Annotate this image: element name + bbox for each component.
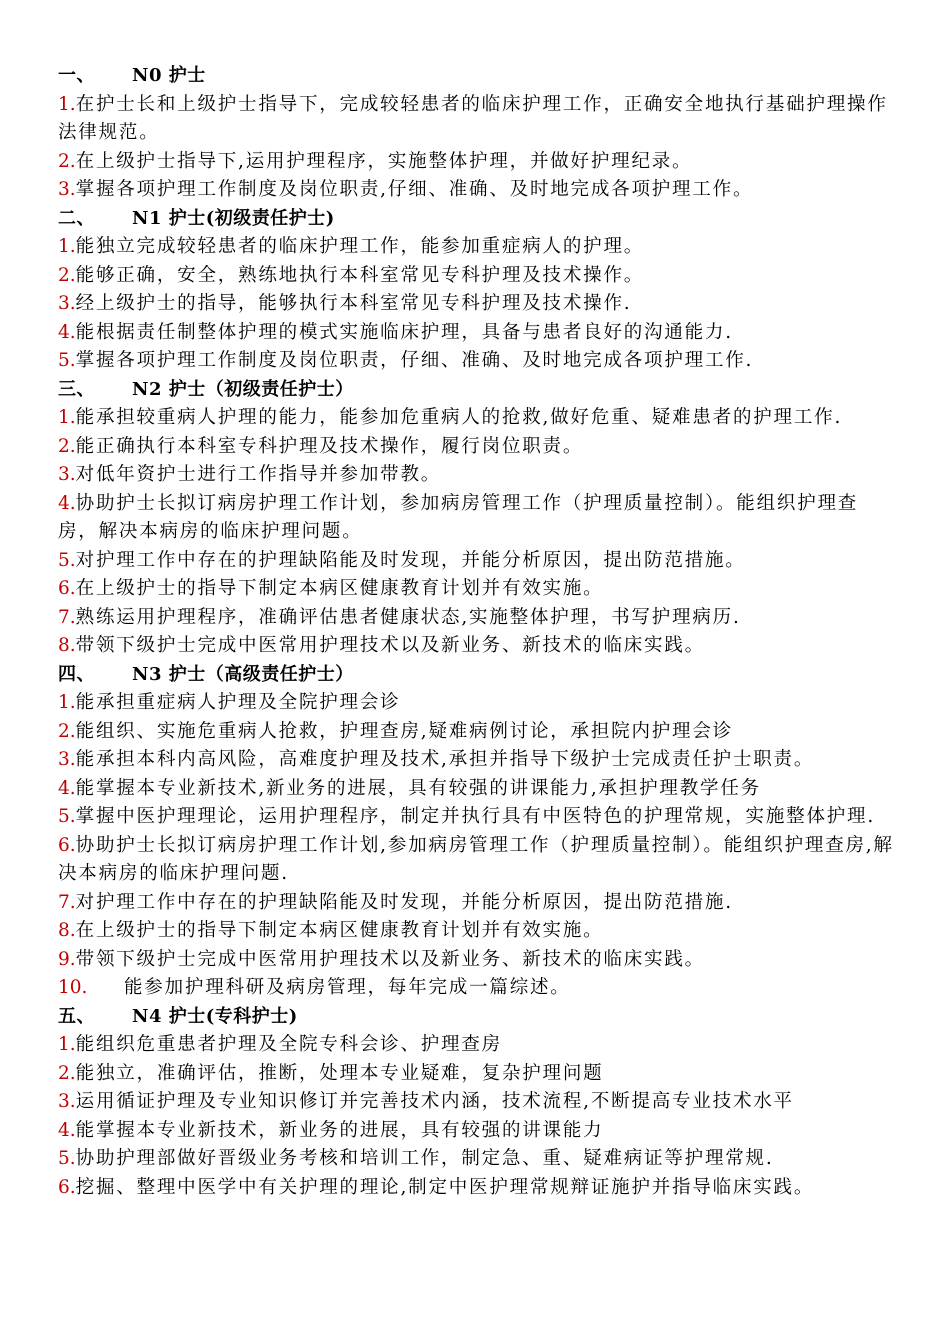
item-text: 经上级护士的指导，能够执行本科室常见专科护理及技术操作. <box>75 293 632 314</box>
item-text: 在护士长和上级护士指导下，完成较轻患者的临床护理工作，正确安全地执行基础护理操作法律规范。 <box>58 93 888 143</box>
item-number: 6. <box>58 834 76 856</box>
item-number: 2. <box>58 150 76 172</box>
list-item <box>58 974 898 1003</box>
section <box>58 661 898 1003</box>
list-item <box>58 775 898 804</box>
list-item <box>58 889 898 918</box>
section-heading <box>58 376 898 405</box>
item-text: 掌握各项护理工作制度及岗位职责，仔细、准确、及时地完成各项护理工作. <box>75 350 754 371</box>
item-text: 能根据责任制整体护理的模式实施临床护理，具备与患者良好的沟通能力. <box>75 321 733 343</box>
section-number: 二、 <box>58 207 95 229</box>
list-item <box>58 433 898 462</box>
item-text: 对护理工作中存在的护理缺陷能及时发现，并能分析原因，提出防范措施. <box>75 891 733 913</box>
list-item <box>58 917 898 946</box>
section <box>58 1003 898 1203</box>
list-item <box>58 1088 898 1117</box>
item-text: 挖掘、整理中医学中有关护理的理论,制定中医护理常规辩证施护并指导临床实践。 <box>75 1176 815 1198</box>
section-heading <box>58 661 898 690</box>
list-item <box>58 233 898 262</box>
list-item <box>58 262 898 291</box>
section <box>58 376 898 661</box>
item-text: 在上级护士指导下,运用护理程序，实施整体护理，并做好护理纪录。 <box>75 150 693 172</box>
section-number: 三、 <box>58 378 95 400</box>
item-text: 协助护士长拟订病房护理工作计划，参加病房管理工作（护理质量控制）。能组织护理查房，解决本病房的临床护理问题。 <box>58 492 859 542</box>
item-text: 能承担本科内高风险，高难度护理及技术,承担并指导下级护士完成责任护士职责。 <box>75 749 815 770</box>
list-item <box>58 832 898 889</box>
item-text: 掌握中医护理理论，运用护理程序，制定并执行具有中医特色的护理常规，实施整体护理. <box>75 806 876 827</box>
list-item <box>58 1117 898 1146</box>
item-number: 3. <box>58 293 76 314</box>
item-number: 3. <box>58 749 76 770</box>
item-number: 5. <box>58 1148 76 1169</box>
item-text: 熟练运用护理程序，准确评估患者健康状态,实施整体护理，书写护理病历. <box>75 606 741 628</box>
item-number: 8. <box>58 635 76 656</box>
item-number: 5. <box>58 350 76 371</box>
item-number: 8. <box>58 920 76 941</box>
item-text: 能承担重症病人护理及全院护理会诊 <box>75 692 401 713</box>
list-item <box>58 176 898 205</box>
item-number: 3. <box>58 1091 76 1112</box>
item-text: 带领下级护士完成中医常用护理技术以及新业务、新技术的临床实践。 <box>75 635 705 656</box>
item-text: 能组织危重患者护理及全院专科会诊、护理查房 <box>75 1034 502 1055</box>
list-item <box>58 404 898 433</box>
item-number: 5. <box>58 549 76 571</box>
item-number: 2. <box>58 1062 76 1084</box>
list-item <box>58 1031 898 1060</box>
item-number: 1. <box>58 407 76 428</box>
item-text: 在上级护士的指导下制定本病区健康教育计划并有效实施。 <box>75 578 604 599</box>
section-number: 五、 <box>58 1005 95 1027</box>
section-title: N2 护士（初级责任护士） <box>132 378 354 400</box>
section-heading <box>58 62 898 91</box>
item-number: 3. <box>58 179 76 200</box>
list-item <box>58 319 898 348</box>
list-item <box>58 575 898 604</box>
item-number: 1. <box>58 1034 76 1055</box>
item-text: 能独立，准确评估，推断，处理本专业疑难，复杂护理问题 <box>75 1062 604 1084</box>
list-item <box>58 803 898 832</box>
item-text: 对低年资护士进行工作指导并参加带教。 <box>75 464 442 485</box>
item-number: 4. <box>58 1119 76 1141</box>
section-heading <box>58 205 898 234</box>
item-number: 9. <box>58 948 76 970</box>
item-number: 10. <box>58 977 88 998</box>
section-number: 一、 <box>58 65 95 86</box>
list-item <box>58 290 898 319</box>
item-text: 能够正确，安全，熟练地执行本科室常见专科护理及技术操作。 <box>75 264 645 286</box>
item-number: 5. <box>58 806 76 827</box>
list-item <box>58 1174 898 1203</box>
list-item <box>58 746 898 775</box>
item-text: 能掌握本专业新技术,新业务的进展，具有较强的讲课能力,承担护理教学任务 <box>75 777 761 799</box>
item-text: 在上级护士的指导下制定本病区健康教育计划并有效实施。 <box>75 920 604 941</box>
section-title: N4 护士(专科护士) <box>132 1005 298 1027</box>
item-number: 4. <box>58 777 76 799</box>
section-title: N0 护士 <box>132 65 206 86</box>
item-text: 能组织、实施危重病人抢救，护理查房,疑难病例讨论，承担院内护理会诊 <box>75 720 733 742</box>
item-text: 能承担较重病人护理的能力，能参加危重病人的抢救,做好危重、疑难患者的护理工作. <box>75 407 843 428</box>
list-item <box>58 347 898 376</box>
item-text: 协助护士长拟订病房护理工作计划,参加病房管理工作（护理质量控制）。能组织护理查房,解决本病房的临床护理问题. <box>58 834 894 884</box>
list-item <box>58 1060 898 1089</box>
item-number: 1. <box>58 236 76 257</box>
section <box>58 62 898 205</box>
item-number: 6. <box>58 1176 76 1198</box>
item-number: 2. <box>58 435 76 457</box>
item-number: 3. <box>58 464 76 485</box>
list-item <box>58 1145 898 1174</box>
list-item <box>58 490 898 547</box>
item-text: 对护理工作中存在的护理缺陷能及时发现，并能分析原因，提出防范措施。 <box>75 549 746 571</box>
section-title: N3 护士（高级责任护士） <box>132 663 354 685</box>
item-number: 7. <box>58 606 76 628</box>
item-number: 4. <box>58 492 76 514</box>
item-text: 掌握各项护理工作制度及岗位职责,仔细、准确、及时地完成各项护理工作。 <box>75 179 754 200</box>
list-item <box>58 91 898 148</box>
list-item <box>58 689 898 718</box>
item-number: 2. <box>58 720 76 742</box>
list-item <box>58 547 898 576</box>
section-title: N1 护士(初级责任护士) <box>132 207 335 229</box>
item-number: 6. <box>58 578 76 599</box>
item-number: 4. <box>58 321 76 343</box>
item-text: 协助护理部做好晋级业务考核和培训工作，制定急、重、疑难病证等护理常规. <box>75 1148 774 1169</box>
list-item <box>58 718 898 747</box>
item-text: 能掌握本专业新技术，新业务的进展，具有较强的讲课能力 <box>75 1119 604 1141</box>
section <box>58 205 898 376</box>
list-item <box>58 461 898 490</box>
item-number: 7. <box>58 891 76 913</box>
list-item <box>58 632 898 661</box>
item-number: 2. <box>58 264 76 286</box>
list-item <box>58 604 898 633</box>
item-text: 能独立完成较轻患者的临床护理工作，能参加重症病人的护理。 <box>75 236 645 257</box>
item-text: 能正确执行本科室专科护理及技术操作，履行岗位职责。 <box>75 435 584 457</box>
list-item <box>58 946 898 975</box>
item-text: 能参加护理科研及病房管理，每年完成一篇综述。 <box>124 977 571 998</box>
section-heading <box>58 1003 898 1032</box>
item-text: 运用循证护理及专业知识修订并完善技术内涵，技术流程,不断提高专业技术水平 <box>75 1091 794 1112</box>
item-number: 1. <box>58 93 76 115</box>
section-number: 四、 <box>58 663 95 685</box>
list-item <box>58 148 898 177</box>
item-number: 1. <box>58 692 76 713</box>
item-text: 带领下级护士完成中医常用护理技术以及新业务、新技术的临床实践。 <box>75 948 705 970</box>
document-body <box>58 62 898 1202</box>
